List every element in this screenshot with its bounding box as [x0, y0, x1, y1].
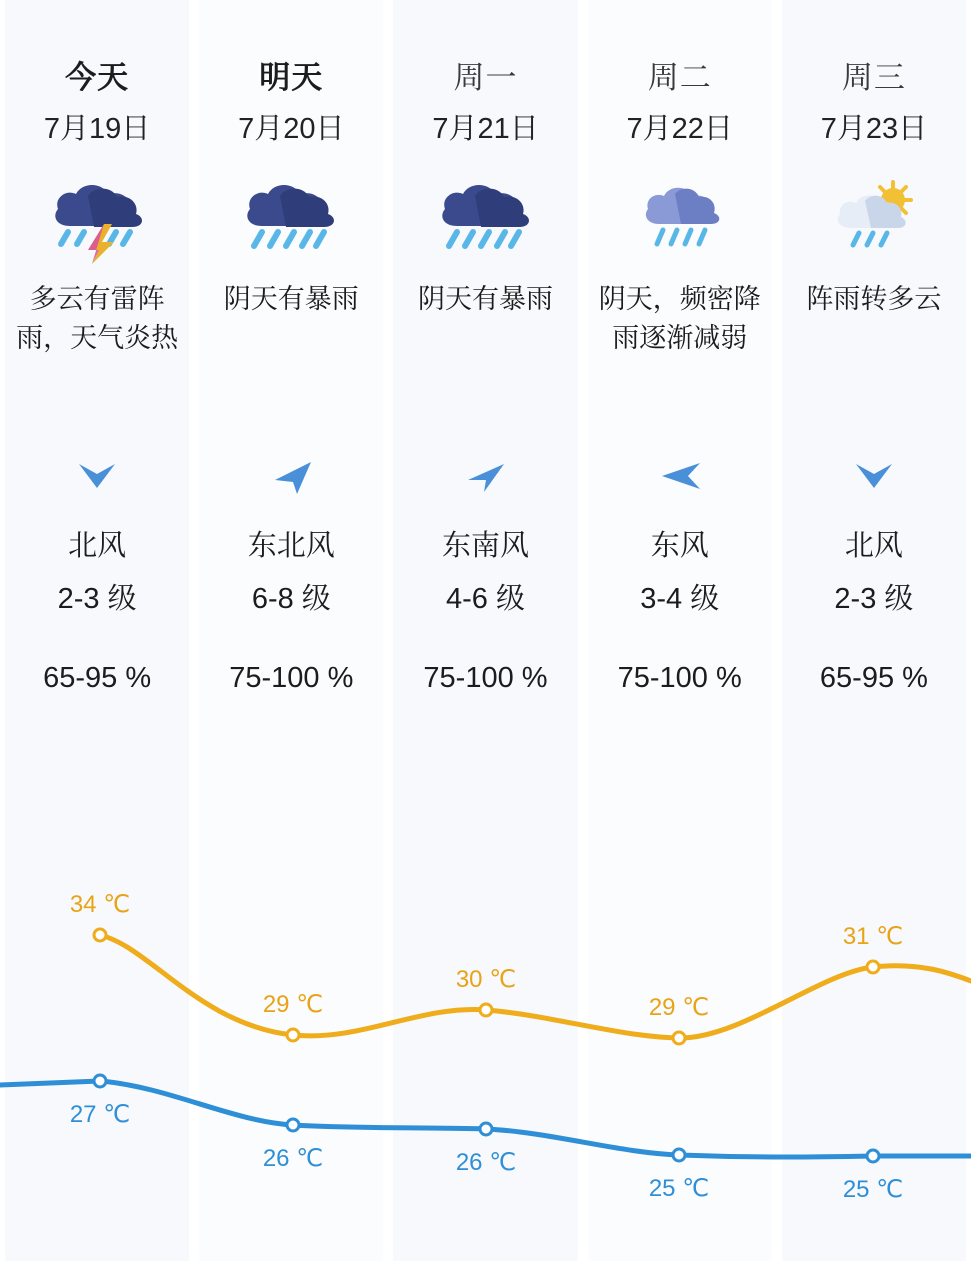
wind-arrow-south-icon: [850, 444, 898, 508]
day-name: 今天: [65, 60, 130, 95]
day-date: 7月19日: [43, 113, 151, 145]
high-temp-label: 34 ℃: [69, 891, 131, 918]
weather-description: 阴天有暴雨: [223, 284, 359, 314]
humidity-range: 65-95 %: [43, 661, 152, 694]
wind-level: 2-3 级: [834, 582, 914, 615]
wind-level: 2-3 级: [57, 582, 137, 615]
high-temp-point: [480, 1004, 492, 1016]
high-temp-label: 31 ℃: [842, 923, 904, 950]
day-name: 周一: [453, 60, 518, 95]
high-temp-point: [287, 1029, 299, 1041]
high-temp-point: [867, 961, 879, 973]
high-temp-point: [673, 1032, 685, 1044]
wind-level: 3-4 级: [640, 582, 720, 615]
wind-arrow-southwest-icon: [267, 444, 315, 508]
forecast-day-column[interactable]: [777, 0, 971, 698]
day-date: 7月21日: [432, 113, 539, 145]
low-temp-point: [287, 1119, 299, 1131]
wind-level: 4-6 级: [446, 582, 525, 615]
day-name: 周三: [841, 60, 906, 95]
wind-direction: 北风: [68, 530, 127, 562]
wind-direction: 北风: [844, 530, 903, 562]
weather-description: 多云有雷阵雨，天气炎热: [16, 284, 179, 354]
heavy-rain-icon: [431, 180, 541, 264]
day-date: 7月22日: [626, 113, 733, 145]
low-temp-label: 26 ℃: [455, 1149, 517, 1176]
wind-direction: 东南风: [442, 530, 530, 562]
thunderstorm-icon: [42, 180, 152, 264]
wind-direction: 东北风: [247, 530, 335, 562]
rain-icon: [625, 180, 735, 264]
wind-direction: 东风: [650, 530, 709, 562]
heavy-rain-icon: [236, 180, 346, 264]
wind-arrow-west-icon: [656, 444, 704, 508]
low-temp-line: [0, 1081, 971, 1157]
forecast-day-column[interactable]: [388, 0, 582, 698]
humidity-range: 75-100 %: [423, 661, 548, 694]
temperature-chart: [0, 855, 971, 1261]
day-date: 7月23日: [820, 113, 928, 145]
humidity-range: 75-100 %: [617, 661, 742, 694]
high-temp-label: 29 ℃: [262, 991, 324, 1018]
high-temp-point: [94, 929, 106, 941]
low-temp-point: [94, 1075, 106, 1087]
humidity-range: 65-95 %: [819, 661, 928, 694]
high-temp-label: 30 ℃: [455, 966, 517, 993]
low-temp-point: [867, 1150, 879, 1162]
day-date: 7月20日: [238, 113, 345, 145]
wind-arrow-south-icon: [73, 444, 121, 508]
low-temp-label: 25 ℃: [842, 1176, 904, 1203]
weather-description: 阴天，频密降雨逐渐减弱: [598, 284, 761, 354]
low-temp-point: [673, 1149, 685, 1161]
weather-description: 阴天有暴雨: [418, 284, 553, 314]
day-name: 周二: [647, 60, 712, 95]
temperature-chart-svg: [0, 855, 971, 1261]
day-name: 明天: [259, 60, 324, 95]
forecast-day-column[interactable]: [194, 0, 388, 698]
wind-arrow-northwest-icon: [462, 444, 510, 508]
low-temp-label: 27 ℃: [69, 1101, 131, 1128]
low-temp-label: 26 ℃: [262, 1145, 324, 1172]
low-temp-label: 25 ℃: [648, 1175, 710, 1202]
wind-level: 6-8 级: [251, 582, 331, 615]
forecast-day-column[interactable]: [583, 0, 777, 698]
low-temp-point: [480, 1123, 492, 1135]
forecast-day-column[interactable]: [0, 0, 194, 698]
humidity-range: 75-100 %: [229, 661, 354, 694]
weather-description: 阵雨转多云: [806, 284, 942, 314]
high-temp-label: 29 ℃: [648, 994, 710, 1021]
high-temp-line: [100, 935, 971, 1038]
sun-shower-icon: [819, 180, 929, 264]
